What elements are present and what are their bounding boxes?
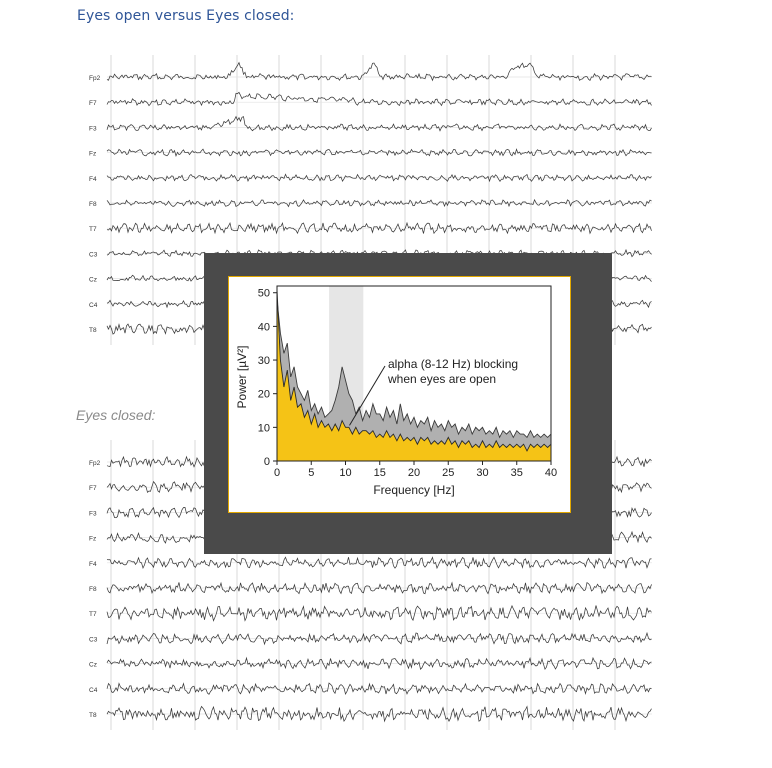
eeg-channel-label: F7 bbox=[89, 100, 97, 108]
eeg-channel-label: F3 bbox=[89, 510, 97, 518]
eeg-channel-label: F3 bbox=[89, 125, 97, 133]
power-spectrum-chart bbox=[228, 276, 571, 513]
eeg-channel-label: Cz bbox=[89, 276, 97, 284]
eeg-channel-label: F4 bbox=[89, 560, 97, 568]
eeg-channel-label: Fz bbox=[89, 150, 97, 158]
page-heading: Eyes open versus Eyes closed: bbox=[77, 8, 295, 24]
x-tick-label: 35 bbox=[510, 467, 523, 479]
eeg-trace-line bbox=[107, 117, 652, 131]
y-axis-label: Power [µV²] bbox=[235, 345, 249, 409]
eeg-channel-label: F4 bbox=[89, 175, 97, 183]
y-tick-label: 40 bbox=[257, 321, 270, 334]
eeg-channel-label: C3 bbox=[89, 251, 98, 259]
x-tick-label: 5 bbox=[308, 467, 315, 479]
eeg-channel-label: C3 bbox=[89, 636, 98, 644]
annotation-line-1: alpha (8-12 Hz) blocking bbox=[388, 357, 519, 371]
eeg-trace-line bbox=[107, 63, 652, 81]
eeg-channel-label: Fz bbox=[89, 535, 97, 543]
eeg-channel-label: Fp2 bbox=[89, 75, 101, 82]
y-tick-label: 30 bbox=[257, 355, 270, 368]
eeg-channel-label: T8 bbox=[89, 712, 97, 719]
eeg-channel-label: C4 bbox=[89, 301, 98, 309]
eeg-channel-label: T7 bbox=[89, 611, 97, 619]
x-tick-label: 15 bbox=[373, 467, 386, 479]
x-tick-label: 10 bbox=[339, 467, 352, 479]
eeg-channel-label: Cz bbox=[89, 661, 97, 669]
eyes-closed-subheading: Eyes closed: bbox=[76, 407, 156, 423]
eeg-trace-line bbox=[107, 92, 652, 105]
y-tick-label: 10 bbox=[257, 422, 270, 435]
y-tick-label: 20 bbox=[257, 388, 270, 401]
eeg-channel-label: C4 bbox=[89, 686, 98, 694]
x-tick-label: 0 bbox=[273, 467, 281, 479]
y-tick-label: 0 bbox=[263, 456, 270, 468]
eeg-channel-label: Fp2 bbox=[89, 460, 101, 467]
eeg-channel-label: F7 bbox=[89, 485, 97, 493]
eeg-channel-label: F8 bbox=[89, 586, 97, 593]
x-tick-label: 40 bbox=[544, 467, 558, 479]
annotation-line-2: when eyes are open bbox=[388, 372, 497, 386]
eeg-channel-label: T8 bbox=[89, 327, 97, 334]
x-axis-label: Frequency [Hz] bbox=[373, 483, 455, 497]
y-tick-label: 50 bbox=[257, 287, 270, 300]
eeg-channel-label: F8 bbox=[89, 201, 97, 208]
x-tick-label: 20 bbox=[407, 467, 421, 479]
eeg-channel-label: T7 bbox=[89, 226, 97, 234]
x-tick-label: 30 bbox=[476, 467, 489, 479]
x-tick-label: 25 bbox=[442, 467, 455, 479]
